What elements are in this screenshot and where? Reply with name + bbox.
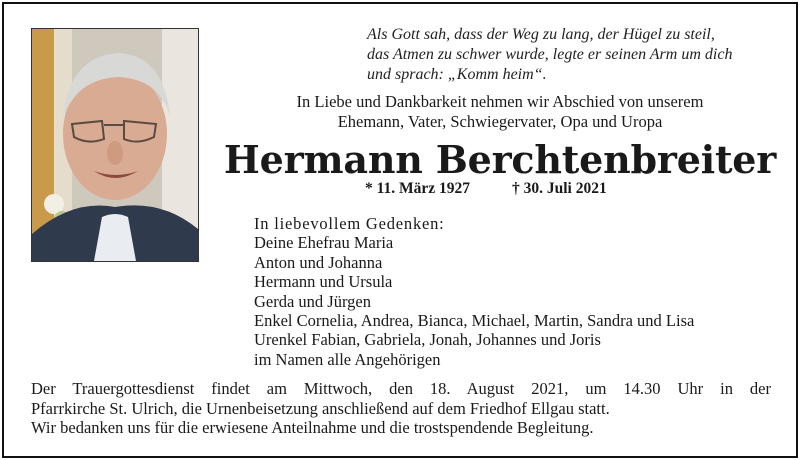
quote-line: das Atmen zu schwer wurde, legte er seinen Arm um dich (367, 46, 733, 63)
life-dates (0, 180, 800, 200)
service-notice (31, 379, 771, 438)
mourner-line: Urenkel Fabian, Gabriela, Jonah, Johannes und Joris (254, 330, 601, 350)
portrait-photo (31, 28, 199, 262)
mourner-line: Gerda und Jürgen (254, 291, 371, 311)
quote-line: Als Gott sah, dass der Weg zu lang, der Hügel zu steil, (367, 26, 715, 43)
intro-line: In Liebe und Dankbarkeit nehmen wir Abschied von unserem (296, 92, 704, 111)
intro-line: Ehemann, Vater, Schwiegervater, Opa und Uropa (337, 112, 663, 131)
mourners-list (254, 214, 794, 369)
footer-line: Der Trauergottesdienst findet am Mittwoch, den 18. August 2021, um 14.30 Uhr in der (31, 379, 771, 398)
footer-line: Pfarrkirche St. Ulrich, die Urnenbeisetzung anschließend auf dem Friedhof Ellgau statt. (31, 398, 610, 418)
quote-line: und sprach: „Komm heim“. (367, 66, 547, 83)
mourners-heading: In liebevollem Gedenken: (254, 214, 445, 233)
mourner-line: Hermann und Ursula (254, 272, 393, 292)
mourner-line: Anton und Johanna (254, 252, 383, 272)
portrait-image (32, 29, 198, 261)
mourner-line: Deine Ehefrau Maria (254, 233, 394, 253)
birth-date: * 11. März 1927 (365, 180, 471, 197)
farewell-intro (210, 92, 790, 132)
deceased-name: Hermann Berchtenbreiter (223, 137, 777, 182)
mourner-line: im Namen alle Angehörigen (254, 349, 441, 369)
memorial-quote (367, 25, 787, 85)
footer-line: Wir bedanken uns für die erwiesene Anteilnahme und die trostspendende Begleitung. (31, 418, 594, 437)
death-date: † 30. Juli 2021 (512, 180, 607, 197)
mourner-line: Enkel Cornelia, Andrea, Bianca, Michael, Martin, Sandra und Lisa (254, 311, 695, 331)
